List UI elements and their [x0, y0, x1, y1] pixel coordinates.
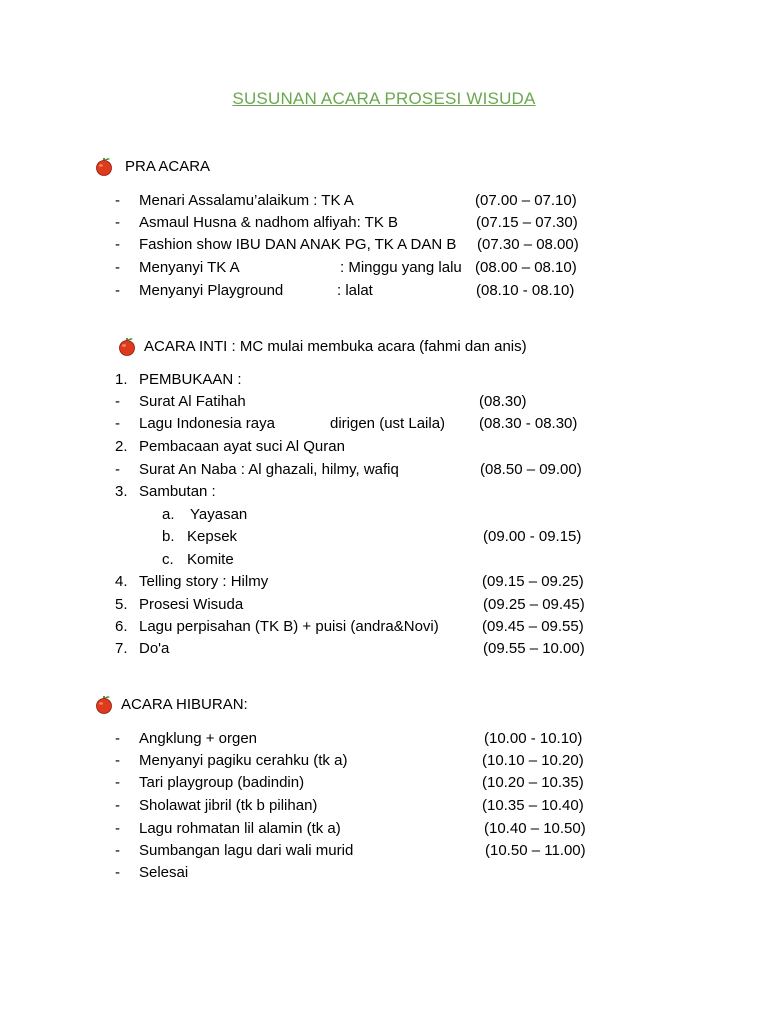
list-marker: 6.: [115, 618, 128, 635]
list-marker: -: [115, 774, 120, 791]
list-marker: a.: [162, 506, 175, 523]
time-range: (09.45 – 09.55): [482, 618, 584, 635]
list-item: Fashion show IBU DAN ANAK PG, TK A DAN B: [139, 236, 457, 253]
section-heading-acara-hiburan: ACARA HIBURAN:: [121, 696, 248, 713]
time-range: (07.00 – 07.10): [475, 192, 577, 209]
list-marker: 3.: [115, 483, 128, 500]
time-range: (08.30): [479, 393, 527, 410]
time-range: (10.40 – 10.50): [484, 820, 586, 837]
list-marker: -: [115, 236, 120, 253]
list-item: Lagu Indonesia raya: [139, 415, 275, 432]
list-item: PEMBUKAAN :: [139, 371, 242, 388]
list-marker: -: [115, 797, 120, 814]
apple-icon: [117, 336, 137, 356]
list-marker: -: [115, 820, 120, 837]
list-item: Surat An Naba : Al ghazali, hilmy, wafiq: [139, 461, 399, 478]
list-marker: -: [115, 864, 120, 881]
time-range: (07.30 – 08.00): [477, 236, 579, 253]
list-item-detail: : lalat: [337, 282, 373, 299]
list-marker: 1.: [115, 371, 128, 388]
time-range: (10.00 - 10.10): [484, 730, 583, 747]
list-item: Kepsek: [187, 528, 238, 545]
list-marker: -: [115, 214, 120, 231]
list-item: Selesai: [139, 864, 189, 881]
list-item-detail: dirigen (ust Laila): [330, 415, 446, 432]
list-item: Tari playgroup (badindin): [139, 774, 305, 791]
list-item: Yayasan: [190, 506, 248, 523]
time-range: (08.00 – 08.10): [475, 259, 577, 276]
section-heading-acara-inti: ACARA INTI : MC mulai membuka acara (fahmi dan anis): [144, 338, 527, 355]
list-item: Surat Al Fatihah: [139, 393, 246, 410]
list-item: Sumbangan lagu dari wali murid: [139, 842, 354, 859]
list-marker: -: [115, 842, 120, 859]
list-item: Menyanyi Playground: [139, 282, 284, 299]
list-item: Angklung + orgen: [139, 730, 258, 747]
list-marker: -: [115, 730, 120, 747]
list-marker: 4.: [115, 573, 128, 590]
list-item: Telling story : Hilmy: [139, 573, 269, 590]
time-range: (08.50 – 09.00): [480, 461, 582, 478]
list-marker: 5.: [115, 596, 128, 613]
list-item: Do'a: [139, 640, 170, 657]
apple-icon: [94, 156, 114, 176]
list-marker: -: [115, 192, 120, 209]
time-range: (09.25 – 09.45): [483, 596, 585, 613]
list-item: Menari Assalamu’alaikum : TK A: [139, 192, 354, 209]
time-range: (08.30 - 08.30): [479, 415, 578, 432]
time-range: (09.00 - 09.15): [483, 528, 582, 545]
list-item: Menyanyi TK A: [139, 259, 240, 276]
list-marker: -: [115, 415, 120, 432]
list-marker: -: [115, 461, 120, 478]
list-marker: -: [115, 752, 120, 769]
time-range: (10.10 – 10.20): [482, 752, 584, 769]
list-item: Pembacaan ayat suci Al Quran: [139, 438, 345, 455]
list-marker: c.: [162, 551, 174, 568]
list-marker: -: [115, 259, 120, 276]
list-marker: 7.: [115, 640, 128, 657]
time-range: (08.10 - 08.10): [476, 282, 575, 299]
list-item: Sholawat jibril (tk b pilihan): [139, 797, 318, 814]
list-marker: 2.: [115, 438, 128, 455]
apple-icon: [94, 694, 114, 714]
time-range: (10.35 – 10.40): [482, 797, 584, 814]
list-marker: -: [115, 393, 120, 410]
time-range: (07.15 – 07.30): [476, 214, 578, 231]
page-title: SUSUNAN ACARA PROSESI WISUDA: [232, 89, 536, 108]
list-item: Prosesi Wisuda: [139, 596, 244, 613]
list-marker: -: [115, 282, 120, 299]
list-item: Komite: [187, 551, 234, 568]
list-item: Lagu perpisahan (TK B) + puisi (andra&Novi): [139, 618, 439, 635]
time-range: (09.55 – 10.00): [483, 640, 585, 657]
section-heading-pra-acara: PRA ACARA: [125, 158, 211, 175]
time-range: (10.20 – 10.35): [482, 774, 584, 791]
list-item: Menyanyi pagiku cerahku (tk a): [139, 752, 348, 769]
time-range: (09.15 – 09.25): [482, 573, 584, 590]
list-item-detail: : Minggu yang lalu: [340, 259, 462, 276]
list-item: Asmaul Husna & nadhom alfiyah: TK B: [139, 214, 399, 231]
time-range: (10.50 – 11.00): [485, 842, 586, 859]
list-item: Lagu rohmatan lil alamin (tk a): [139, 820, 341, 837]
list-item: Sambutan :: [139, 483, 216, 500]
list-marker: b.: [162, 528, 175, 545]
